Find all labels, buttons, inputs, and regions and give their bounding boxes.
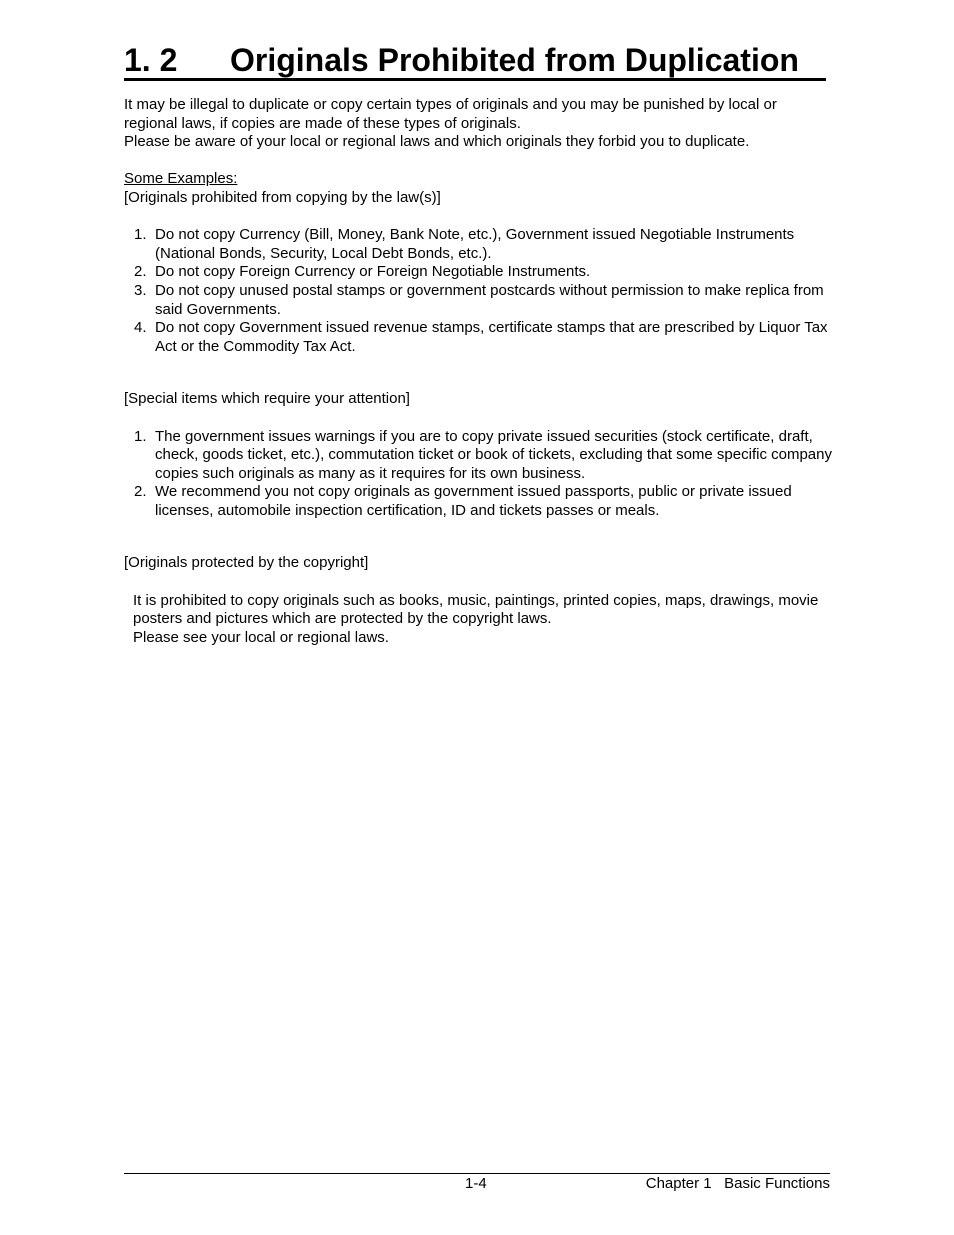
list-item-text: Do not copy Government issued revenue stamps, certificate stamps that are prescribed by Liquor Tax Act or the Commodity Tax Act. [155,319,828,355]
law-heading: [Originals prohibited from copying by the law(s)] [124,188,441,206]
copyright-paragraph-1: It is prohibited to copy originals such as books, music, paintings, printed copies, maps, drawings, movie posters and pictures which are protected by the copyright laws. [133,591,819,628]
footer-rule [124,1173,830,1174]
list-marker: 2. [134,483,147,501]
law-list [124,226,834,356]
copyright-paragraph-2: Please see your local or regional laws. [133,628,389,646]
section-title: Originals Prohibited from Duplication [230,42,799,78]
list-marker: 2. [134,263,147,281]
intro-paragraph-2: Please be aware of your local or regional laws and which originals they forbid you to duplicate. [124,133,750,151]
page-number: 1-4 [465,1175,487,1192]
list-item-text: Do not copy Foreign Currency or Foreign Negotiable Instruments. [155,263,591,281]
section-heading [124,40,826,81]
list-item-text: The government issues warnings if you are to copy private issued securities (stock certificate, draft, check, goods ticket, etc.), commutation ticket or book of tickets, excluding that some specific company copies such originals as many as it requires for its own business. [155,427,832,482]
list-marker: 1. [134,427,147,445]
list-item-text: We recommend you not copy originals as government issued passports, public or private issued licenses, automobile inspection certification, ID and tickets passes or meals. [155,483,792,519]
examples-label: Some Examples: [124,170,238,188]
list-item [124,428,834,484]
list-item [124,319,834,356]
list-item [124,282,834,319]
list-marker: 1. [134,226,147,244]
special-list [124,428,834,521]
copyright-heading: [Originals protected by the copyright] [124,554,369,572]
document-body [124,96,834,647]
list-item [124,226,834,263]
section-number: 1. 2 [124,42,178,78]
list-marker: 3. [134,281,147,299]
list-marker: 4. [134,319,147,337]
list-item-text: Do not copy Currency (Bill, Money, Bank Note, etc.), Government issued Negotiable Instruments (National Bonds, Security, Local Debt Bonds, etc.). [155,226,795,262]
special-heading: [Special items which require your attention] [124,390,410,408]
chapter-label: Chapter 1 Basic Functions [645,1175,830,1192]
list-item-text: Do not copy unused postal stamps or government postcards without permission to make replica from said Governments. [155,281,824,318]
intro-paragraph-1: It may be illegal to duplicate or copy certain types of originals and you may be punished by local or regional laws, if copies are made of these types of originals. [124,96,777,132]
list-item [124,483,834,520]
list-item [124,263,834,282]
